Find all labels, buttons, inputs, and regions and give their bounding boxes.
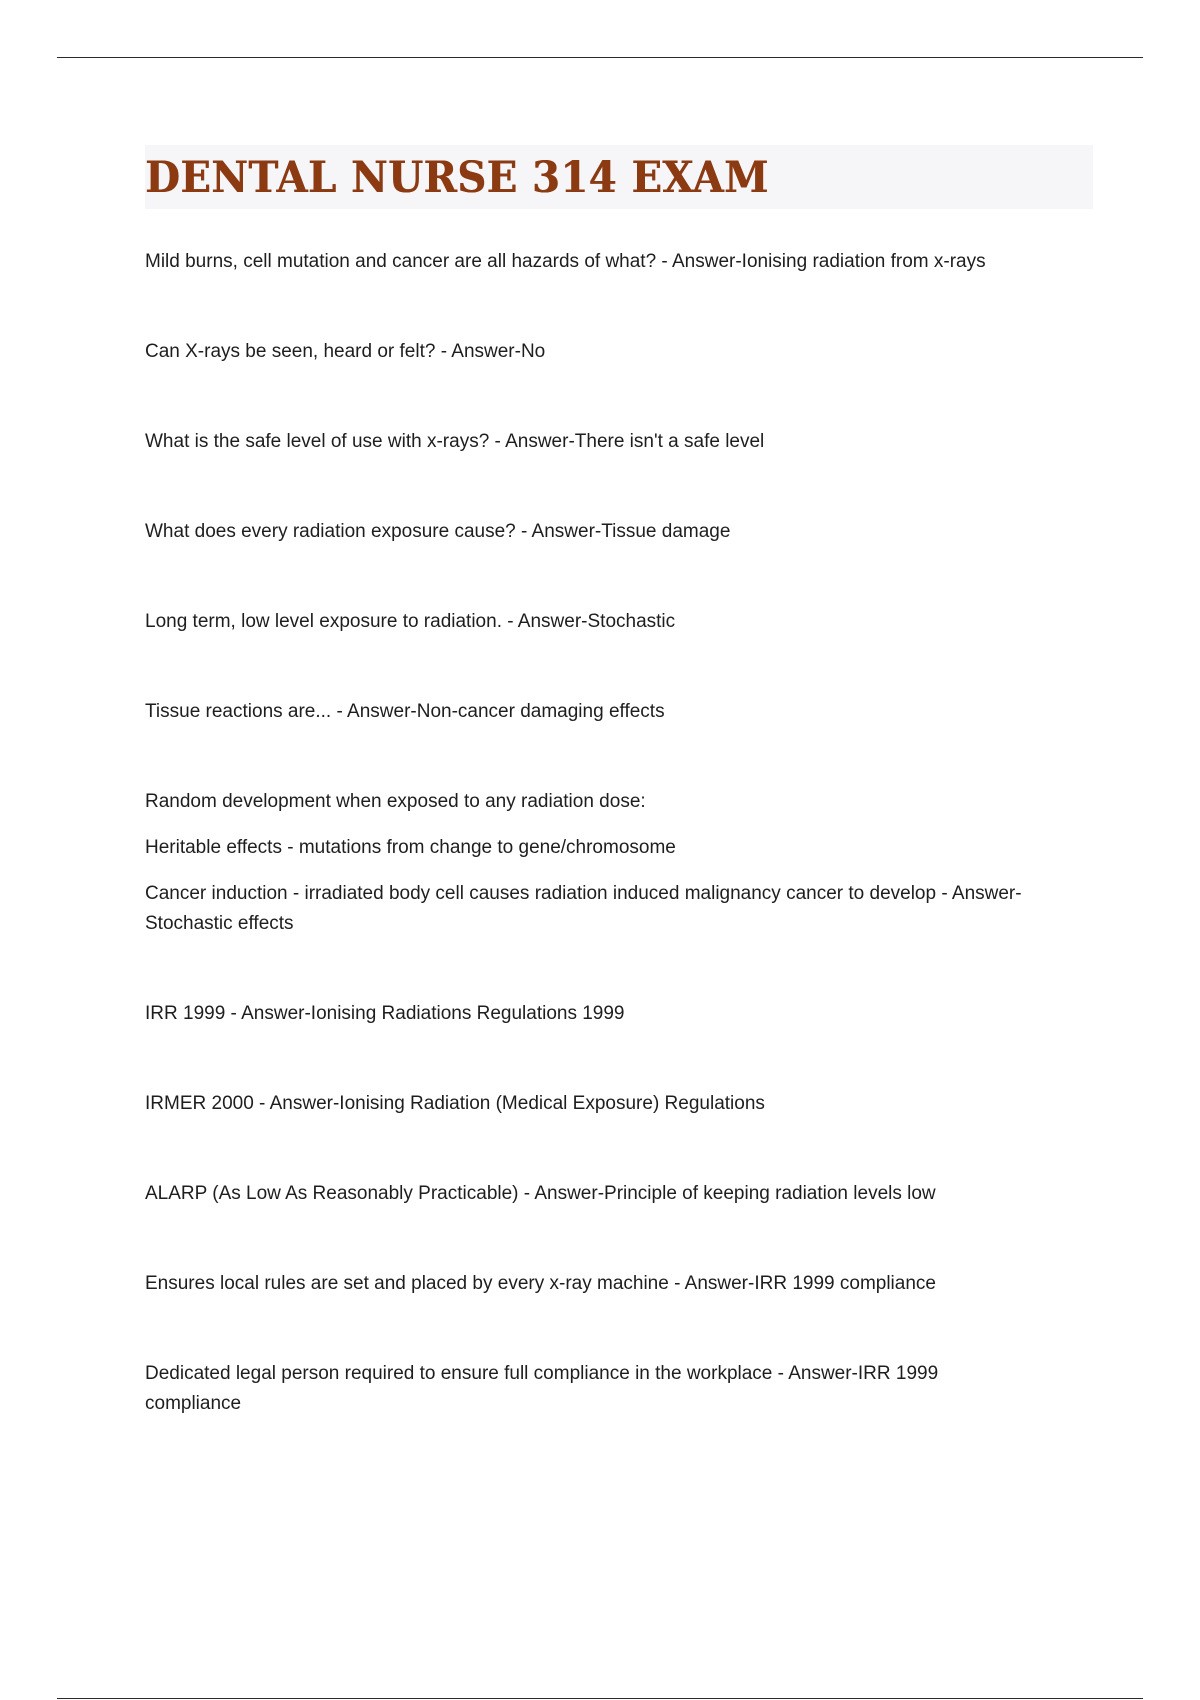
qa-text: IRR 1999 - Answer-Ionising Radiations Regulations 1999: [145, 1003, 625, 1024]
qa-text: Heritable effects - mutations from change to gene/chromosome: [145, 837, 676, 858]
qa-text: ALARP (As Low As Reasonably Practicable) - Answer-Principle of keeping radiation levels low: [145, 1183, 936, 1204]
qa-text: compliance: [145, 1393, 242, 1414]
qa-text: Ensures local rules are set and placed by every x-ray machine - Answer-IRR 1999 compliance: [145, 1273, 936, 1294]
document-title: DENTAL NURSE 314 EXAM: [145, 151, 769, 203]
title-band: [145, 145, 1093, 209]
qa-text: IRMER 2000 - Answer-Ionising Radiation (Medical Exposure) Regulations: [145, 1093, 765, 1114]
qa-text: Long term, low level exposure to radiation. - Answer-Stochastic: [145, 611, 676, 632]
qa-text: What is the safe level of use with x-rays? - Answer-There isn't a safe level: [145, 431, 765, 452]
qa-item: [145, 607, 1093, 637]
qa-item: [145, 1179, 1093, 1209]
document-body: [145, 145, 1093, 1419]
qa-text: Dedicated legal person required to ensure full compliance in the workplace - Answer-IRR 1999: [145, 1363, 939, 1384]
top-rule: [57, 57, 1143, 58]
qa-text: Mild burns, cell mutation and cancer are all hazards of what? - Answer-Ionising radiation from x-rays: [145, 251, 986, 272]
qa-item: [145, 999, 1093, 1029]
qa-text: What does every radiation exposure cause? - Answer-Tissue damage: [145, 521, 731, 542]
qa-item: [145, 787, 1093, 939]
qa-text: Stochastic effects: [145, 913, 294, 934]
bottom-rule: [57, 1698, 1143, 1699]
qa-item: [145, 1269, 1093, 1299]
qa-item: [145, 697, 1093, 727]
qa-list: [145, 247, 1093, 1419]
qa-item: [145, 247, 1093, 277]
qa-item: [145, 427, 1093, 457]
qa-item: [145, 337, 1093, 367]
qa-item: [145, 1089, 1093, 1119]
qa-text: Random development when exposed to any radiation dose:: [145, 791, 646, 812]
qa-item: [145, 1359, 1093, 1419]
qa-text: Cancer induction - irradiated body cell causes radiation induced malignancy cancer to develop - Answer-: [145, 883, 1022, 904]
qa-item: [145, 517, 1093, 547]
qa-text: Can X-rays be seen, heard or felt? - Answer-No: [145, 341, 546, 362]
qa-text: Tissue reactions are... - Answer-Non-cancer damaging effects: [145, 701, 665, 722]
